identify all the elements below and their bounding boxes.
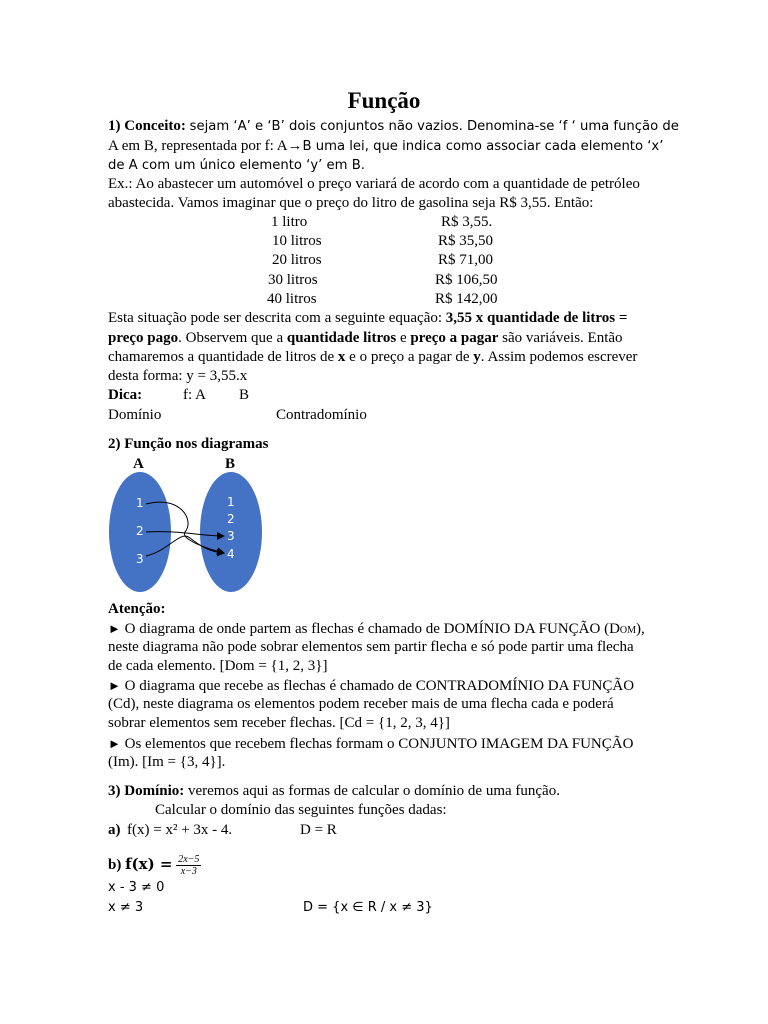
bullet-3-line-2: (Im). [Im = {3, 4}]. bbox=[108, 754, 226, 770]
equation-line-4: desta forma: y = 3,55.x bbox=[108, 368, 248, 384]
text: chamaremos a quantidade de litros de bbox=[108, 349, 335, 365]
text: veremos aqui as formas de calcular o domínio de uma função. bbox=[188, 783, 560, 799]
arrow-symbol: → bbox=[287, 138, 303, 154]
conceito-text-2a: A em B, representada por f: A bbox=[108, 138, 288, 154]
section-2-heading: 2) Função nos diagramas bbox=[108, 436, 269, 452]
bullet-2-line-2: (Cd), neste diagrama os elementos podem receber mais de uma flecha cada e poderá bbox=[108, 696, 614, 712]
set-b-element: 3 bbox=[227, 529, 235, 543]
item-a-label: a) bbox=[108, 822, 121, 838]
item-b-expression bbox=[108, 854, 201, 877]
function-diagram bbox=[100, 470, 275, 600]
atencao-heading: Atenção: bbox=[108, 601, 166, 617]
bold-preco-pago: preço pago bbox=[108, 330, 179, 346]
table-cell-preco: R$ 142,00 bbox=[435, 291, 498, 307]
section-3-heading: 3) Domínio: bbox=[108, 783, 185, 799]
table-cell-preco: R$ 106,50 bbox=[435, 272, 498, 288]
dica-label: Dica: bbox=[108, 387, 143, 403]
set-a-element: 1 bbox=[136, 496, 144, 510]
item-b-step-1: x - 3 ≠ 0 bbox=[108, 880, 165, 895]
fraction-numerator: 2x−5 bbox=[178, 854, 200, 865]
equation-text: Esta situação pode ser descrita com a seguinte equação: bbox=[108, 310, 443, 326]
conceito-text-1: sejam ‘A’ e ‘B’ dois conjuntos não vazios. Denomina-se ‘f ‘ uma função de bbox=[189, 119, 679, 134]
calc-instruction: Calcular o domínio das seguintes funções dadas: bbox=[155, 802, 447, 818]
bullet-1-line-3: de cada elemento. [Dom = {1, 2, 3}] bbox=[108, 658, 328, 674]
table-cell-litros: 20 litros bbox=[272, 252, 322, 268]
contradominio-label: Contradomínio bbox=[276, 407, 367, 423]
dica-f: f: A bbox=[183, 387, 206, 403]
table-cell-litros: 40 litros bbox=[267, 291, 317, 307]
equation-bold: 3,55 x quantidade de litros = bbox=[445, 310, 628, 326]
example-line-1: Ex.: Ao abastecer um automóvel o preço variará de acordo com a quantidade de petróleo bbox=[108, 176, 640, 192]
set-b-element: 1 bbox=[227, 495, 235, 509]
text: O diagrama que recebe as flechas é chamado de CONTRADOMÍNIO DA FUNÇÃO bbox=[124, 678, 635, 694]
set-a-element: 2 bbox=[136, 524, 144, 538]
set-b-label: B bbox=[225, 456, 236, 472]
bullet-icon: ► bbox=[108, 621, 121, 636]
item-b-domain: D = {x ∈ R / x ≠ 3} bbox=[303, 900, 433, 915]
dica-b: B bbox=[239, 387, 250, 403]
bullet-3-line-1 bbox=[108, 734, 633, 754]
conceito-line-3: de A com um único elemento ‘y’ em B. bbox=[108, 158, 365, 173]
set-a-label: A bbox=[133, 456, 144, 472]
equation-line-3 bbox=[108, 348, 637, 367]
example-line-2: abastecida. Vamos imaginar que o preço do litro de gasolina seja R$ 3,55. Então: bbox=[108, 195, 594, 211]
item-b-function: f(x) = bbox=[125, 854, 173, 873]
bullet-1-line-1 bbox=[108, 619, 645, 640]
set-b-element: 2 bbox=[227, 512, 235, 526]
conceito-line-2 bbox=[108, 137, 663, 156]
bold-y: y bbox=[473, 349, 481, 365]
text: e o preço a pagar de bbox=[349, 349, 470, 365]
conceito-text-2b: B uma lei, que indica como associar cada elemento ‘x’ bbox=[302, 139, 664, 154]
text: e bbox=[399, 330, 407, 346]
bullet-icon: ► bbox=[108, 736, 121, 751]
equation-line-2 bbox=[108, 329, 623, 348]
section-3-intro bbox=[108, 782, 560, 801]
bold-quantidade-litros: quantidade litros bbox=[286, 330, 397, 346]
item-b-fraction bbox=[176, 854, 201, 877]
page-title: Função bbox=[347, 88, 421, 113]
conceito-line-1 bbox=[108, 117, 679, 136]
item-a-expression: f(x) = x² + 3x - 4. bbox=[127, 822, 233, 838]
subscript: OM bbox=[619, 625, 637, 636]
bullet-icon: ► bbox=[108, 678, 121, 693]
text: . Assim podemos escrever bbox=[480, 349, 638, 365]
item-b-label: b) bbox=[108, 856, 122, 873]
bullet-1-line-2: neste diagrama não pode sobrar elementos sem partir flecha e só pode partir uma flecha bbox=[108, 639, 634, 655]
table-cell-litros: 1 litro bbox=[271, 214, 308, 230]
set-b-element: 4 bbox=[227, 547, 235, 561]
bullet-2-line-1 bbox=[108, 676, 634, 696]
table-cell-litros: 30 litros bbox=[268, 272, 318, 288]
table-cell-litros: 10 litros bbox=[272, 233, 322, 249]
table-cell-preco: R$ 71,00 bbox=[438, 252, 494, 268]
section-1-heading: 1) Conceito: bbox=[108, 118, 186, 134]
text: ), bbox=[636, 621, 645, 637]
set-a-element: 3 bbox=[136, 552, 144, 566]
bold-preco-a-pagar: preço a pagar bbox=[410, 330, 499, 346]
item-a-domain: D = R bbox=[300, 822, 337, 838]
text: são variáveis. Então bbox=[502, 330, 623, 346]
table-cell-preco: R$ 35,50 bbox=[438, 233, 494, 249]
text: Os elementos que recebem flechas formam o CONJUNTO IMAGEM DA FUNÇÃO bbox=[124, 736, 634, 752]
bullet-2-line-3: sobrar elementos sem receber flechas. [Cd = {1, 2, 3, 4}] bbox=[108, 715, 450, 731]
fraction-denominator: x−3 bbox=[180, 866, 197, 877]
table-cell-preco: R$ 3,55. bbox=[441, 214, 493, 230]
bold-x: x bbox=[337, 349, 346, 365]
text: O diagrama de onde partem as flechas é chamado de DOMÍNIO DA FUNÇÃO (D bbox=[124, 621, 620, 637]
equation-line-1 bbox=[108, 309, 627, 328]
dominio-label: Domínio bbox=[108, 407, 162, 423]
item-b-step-2: x ≠ 3 bbox=[108, 900, 144, 915]
text: . Observem que a bbox=[178, 330, 284, 346]
